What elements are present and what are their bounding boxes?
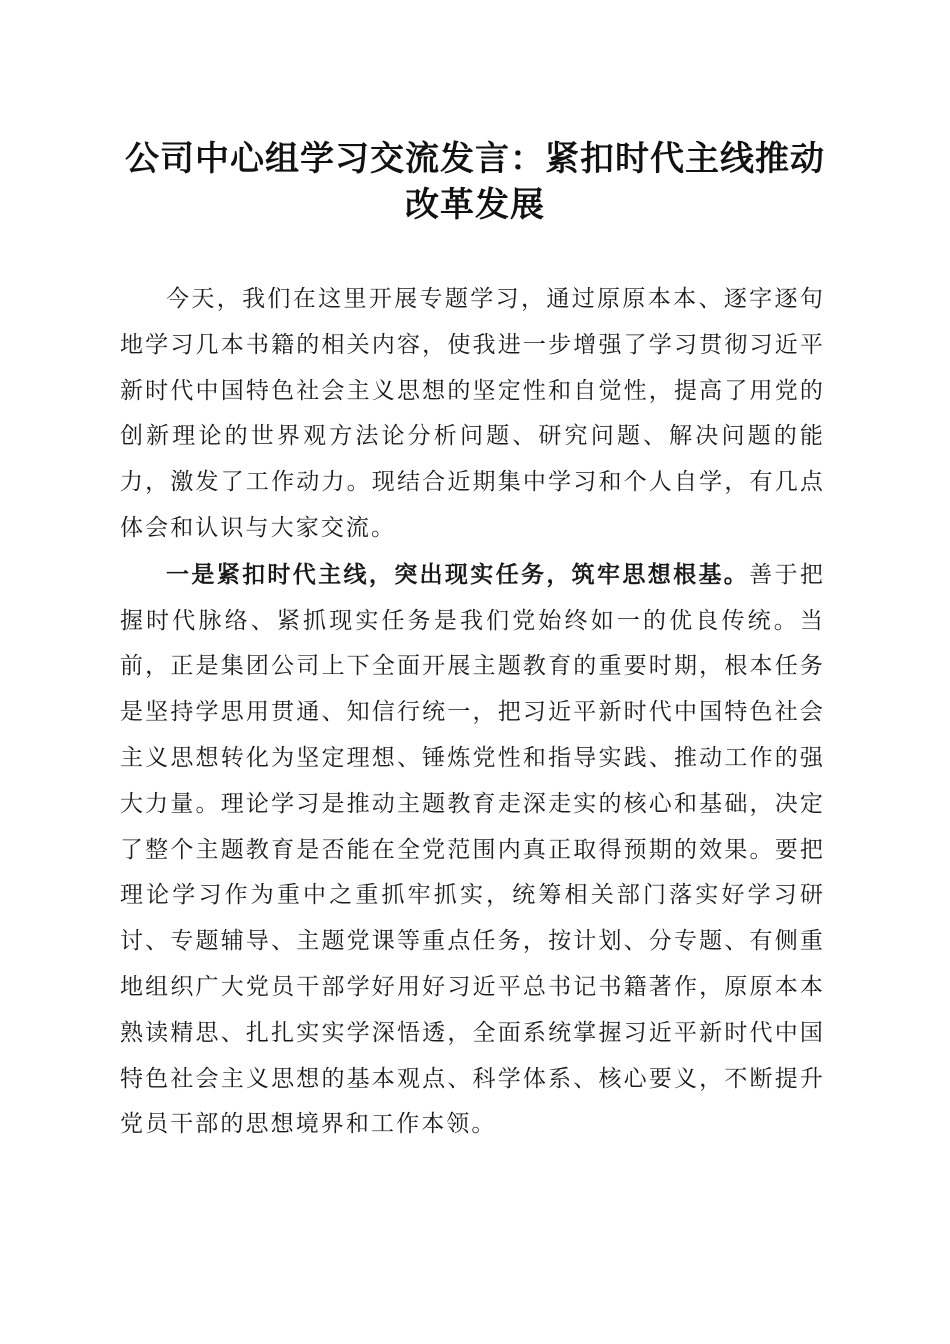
paragraph-intro-text: 今天，我们在这里开展专题学习，通过原原本本、逐字逐句地学习几本书籍的相关内容，使我进一步增强了学习贯彻习近平新时代中国特色社会主义思想的坚定性和自觉性，提高了用党的创新理论的世界观方法论分析问题、研究问题、解决问题的能力，激发了工作动力。现结合近期集中学习和个人自学，有几点体会和认识与大家交流。	[120, 286, 825, 541]
document-title: 公司中心组学习交流发言：紧扣时代主线推动改革发展	[125, 139, 825, 225]
paragraph-point-one-lead: 一是紧扣时代主线，突出现实任务，筑牢思想根基。	[166, 560, 750, 588]
paragraph-point-one-text: 善于把握时代脉络、紧抓现实任务是我们党始终如一的优良传统。当前，正是集团公司上下全面开展主题教育的重要时期，根本任务是坚持学思用贯通、知信行统一，把习近平新时代中国特色社会主义思想转化为坚定理想、锤炼党性和指导实践、推动工作的强大力量。理论学习是推动主题教育走深走实的核心和基础，决定了整个主题教育是否能在全党范围内真正取得预期的效果。要把理论学习作为重中之重抓牢抓实，统筹相关部门落实好学习研讨、专题辅导、主题党课等重点任务，按计划、分专题、有侧重地组织广大党员干部学好用好习近平总书记书籍著作，原原本本熟读精思、扎扎实实学深悟透，全面系统掌握习近平新时代中国特色社会主义思想的基本观点、科学体系、核心要义，不断提升党员干部的思想境界和工作本领。	[120, 561, 825, 1138]
paragraph-intro	[120, 276, 825, 552]
paragraph-point-one	[120, 552, 825, 1148]
document-body	[120, 276, 825, 1148]
